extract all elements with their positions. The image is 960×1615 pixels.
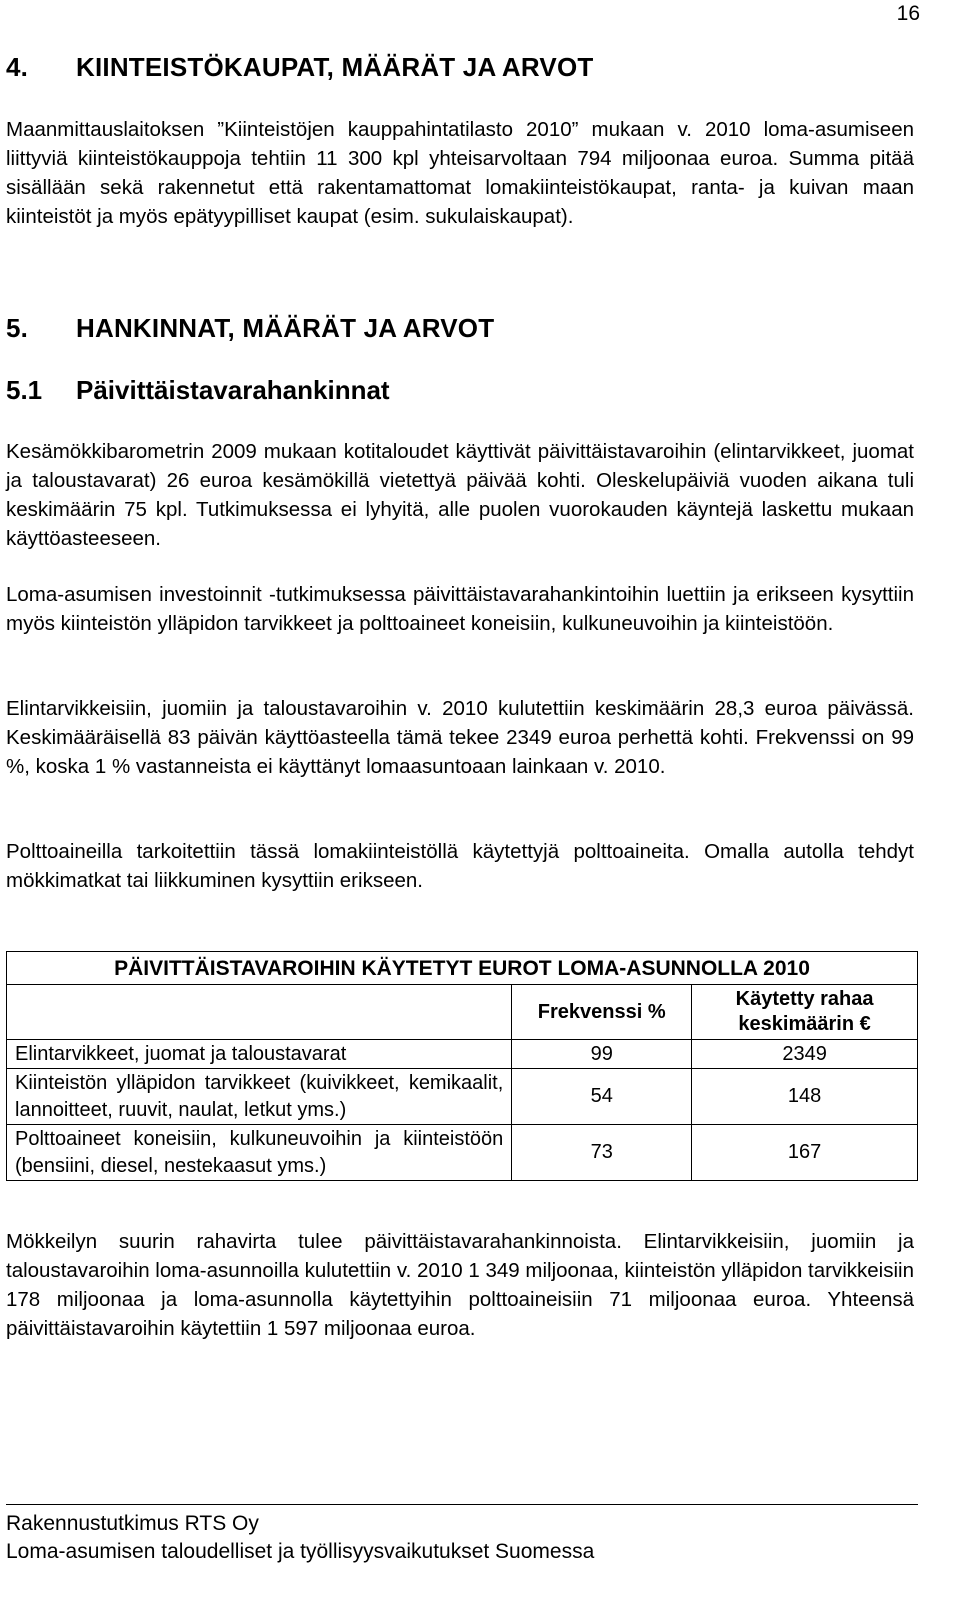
- row-label: Kiinteistön ylläpidon tarvikkeet (kuivikkeet, kemikaalit, lannoitteet, ruuvit, naulat, letkut yms.): [7, 1069, 512, 1125]
- paragraph-polttoaineet: Polttoaineilla tarkoitettiin tässä lomakiinteistöllä käytettyjä polttoaineita. Omalla autolla tehdyt mökkimatkat tai liikkuminen kysyttiin erikseen.: [6, 840, 914, 892]
- section-5-number: 5.: [6, 313, 29, 343]
- section-5-heading: [6, 313, 494, 344]
- table-title-row: [7, 952, 918, 985]
- table-row: [7, 1040, 918, 1069]
- expenditure-table: [6, 951, 918, 1181]
- row-label: Elintarvikkeet, juomat ja taloustavarat: [7, 1040, 512, 1069]
- footer-report-title: Loma-asumisen taloudelliset ja työllisyysvaikutukset Suomessa: [6, 1540, 595, 1563]
- row-money: 2349: [692, 1040, 918, 1069]
- paragraph-investoinnit: Loma-asumisen investoinnit -tutkimuksessa päivittäistavarahankintoihin luettiin ja erikseen kysyttiin myös kiinteistön ylläpidon tarvikkeet ja polttoaineet koneisiin, kulkuneuvoihin ja kiinteistöön.: [6, 583, 914, 635]
- table-row: [7, 1069, 918, 1125]
- table-header-money-line1: Käytetty rahaa: [735, 988, 874, 1010]
- table-header-row: [7, 985, 918, 1040]
- page-number: 16: [896, 2, 920, 25]
- row-money: 148: [692, 1069, 918, 1125]
- section-4-paragraph: Maanmittauslaitoksen ”Kiinteistöjen kauppahintatilasto 2010” mukaan v. 2010 loma-asumiseen liittyviä kiinteistökauppoja tehtiin 11 300 kpl yhteisarvoltaan 794 miljoonaa euroa. Summa pitää sisällään sekä rakennetut että rakentamattomat lomakiinteistökaupat, ranta- ja kuivan maan kiinteistöt ja myös epätyypilliset kaupat (esim. sukulaiskaupat).: [6, 118, 914, 228]
- row-frequency: 73: [512, 1125, 692, 1181]
- table-row: [7, 1125, 918, 1181]
- row-frequency: 99: [512, 1040, 692, 1069]
- closing-paragraph: Mökkeilyn suurin rahavirta tulee päivittäistavarahankinnoista. Elintarvikkeisiin, juomiin ja taloustavaroihin loma-asunnoilla kulutettiin v. 2010 1 349 miljoonaa, kiinteistön ylläpidon tarvikkeisiin 178 miljoonaa ja loma-asunnolla käytettyihin polttoaineisiin 71 miljoonaa euroa. Yhteensä päivittäistavaroihin käytettiin 1 597 miljoonaa euroa.: [6, 1230, 914, 1340]
- section-4-title: KIINTEISTÖKAUPAT, MÄÄRÄT JA ARVOT: [76, 52, 594, 82]
- section-4-heading: [6, 52, 593, 83]
- paragraph-mokkibarometri: Kesämökkibarometrin 2009 mukaan kotitaloudet käyttivät päivittäistavaroihin (elintarvikkeet, juomat ja taloustavarat) 26 euroa kesämökillä vietettyä päivää kohti. Oleskelupäiviä vuoden aikana tuli keskimäärin 75 kpl. Tutkimuksessa ei lyhyitä, alle puolen vuorokauden käyntejä laskettu mukaan käyttöasteeseen.: [6, 440, 914, 550]
- section-5-title: HANKINNAT, MÄÄRÄT JA ARVOT: [76, 313, 495, 343]
- table-header-money: [692, 985, 918, 1040]
- section-5-1-title: Päivittäistavarahankinnat: [76, 375, 390, 405]
- section-5-1-heading: [6, 375, 390, 406]
- section-5-1-number: 5.1: [6, 375, 43, 405]
- table-header-empty: [7, 985, 512, 1040]
- footer-company: Rakennustutkimus RTS Oy: [6, 1512, 259, 1535]
- row-frequency: 54: [512, 1069, 692, 1125]
- section-4-number: 4.: [6, 52, 29, 82]
- table-header-money-line2: keskimäärin €: [738, 1013, 871, 1035]
- row-money: 167: [692, 1125, 918, 1181]
- footer-divider: [6, 1504, 918, 1505]
- table-header-frequency: Frekvenssi %: [512, 985, 692, 1040]
- table-title: PÄIVITTÄISTAVAROIHIN KÄYTETYT EUROT LOMA-ASUNNOLLA 2010: [7, 952, 918, 985]
- paragraph-elintarvikkeet: Elintarvikkeisiin, juomiin ja taloustavaroihin v. 2010 kulutettiin keskimäärin 28,3 euroa päivässä. Keskimääräisellä 83 päivän käyttöasteella tämä tekee 2349 euroa perhettä kohti. Frekvenssi on 99 %, koska 1 % vastanneista ei käyttänyt lomaasuntoaan lainkaan v. 2010.: [6, 697, 914, 778]
- row-label: Polttoaineet koneisiin, kulkuneuvoihin ja kiinteistöön (bensiini, diesel, nestekaasut yms.): [7, 1125, 512, 1181]
